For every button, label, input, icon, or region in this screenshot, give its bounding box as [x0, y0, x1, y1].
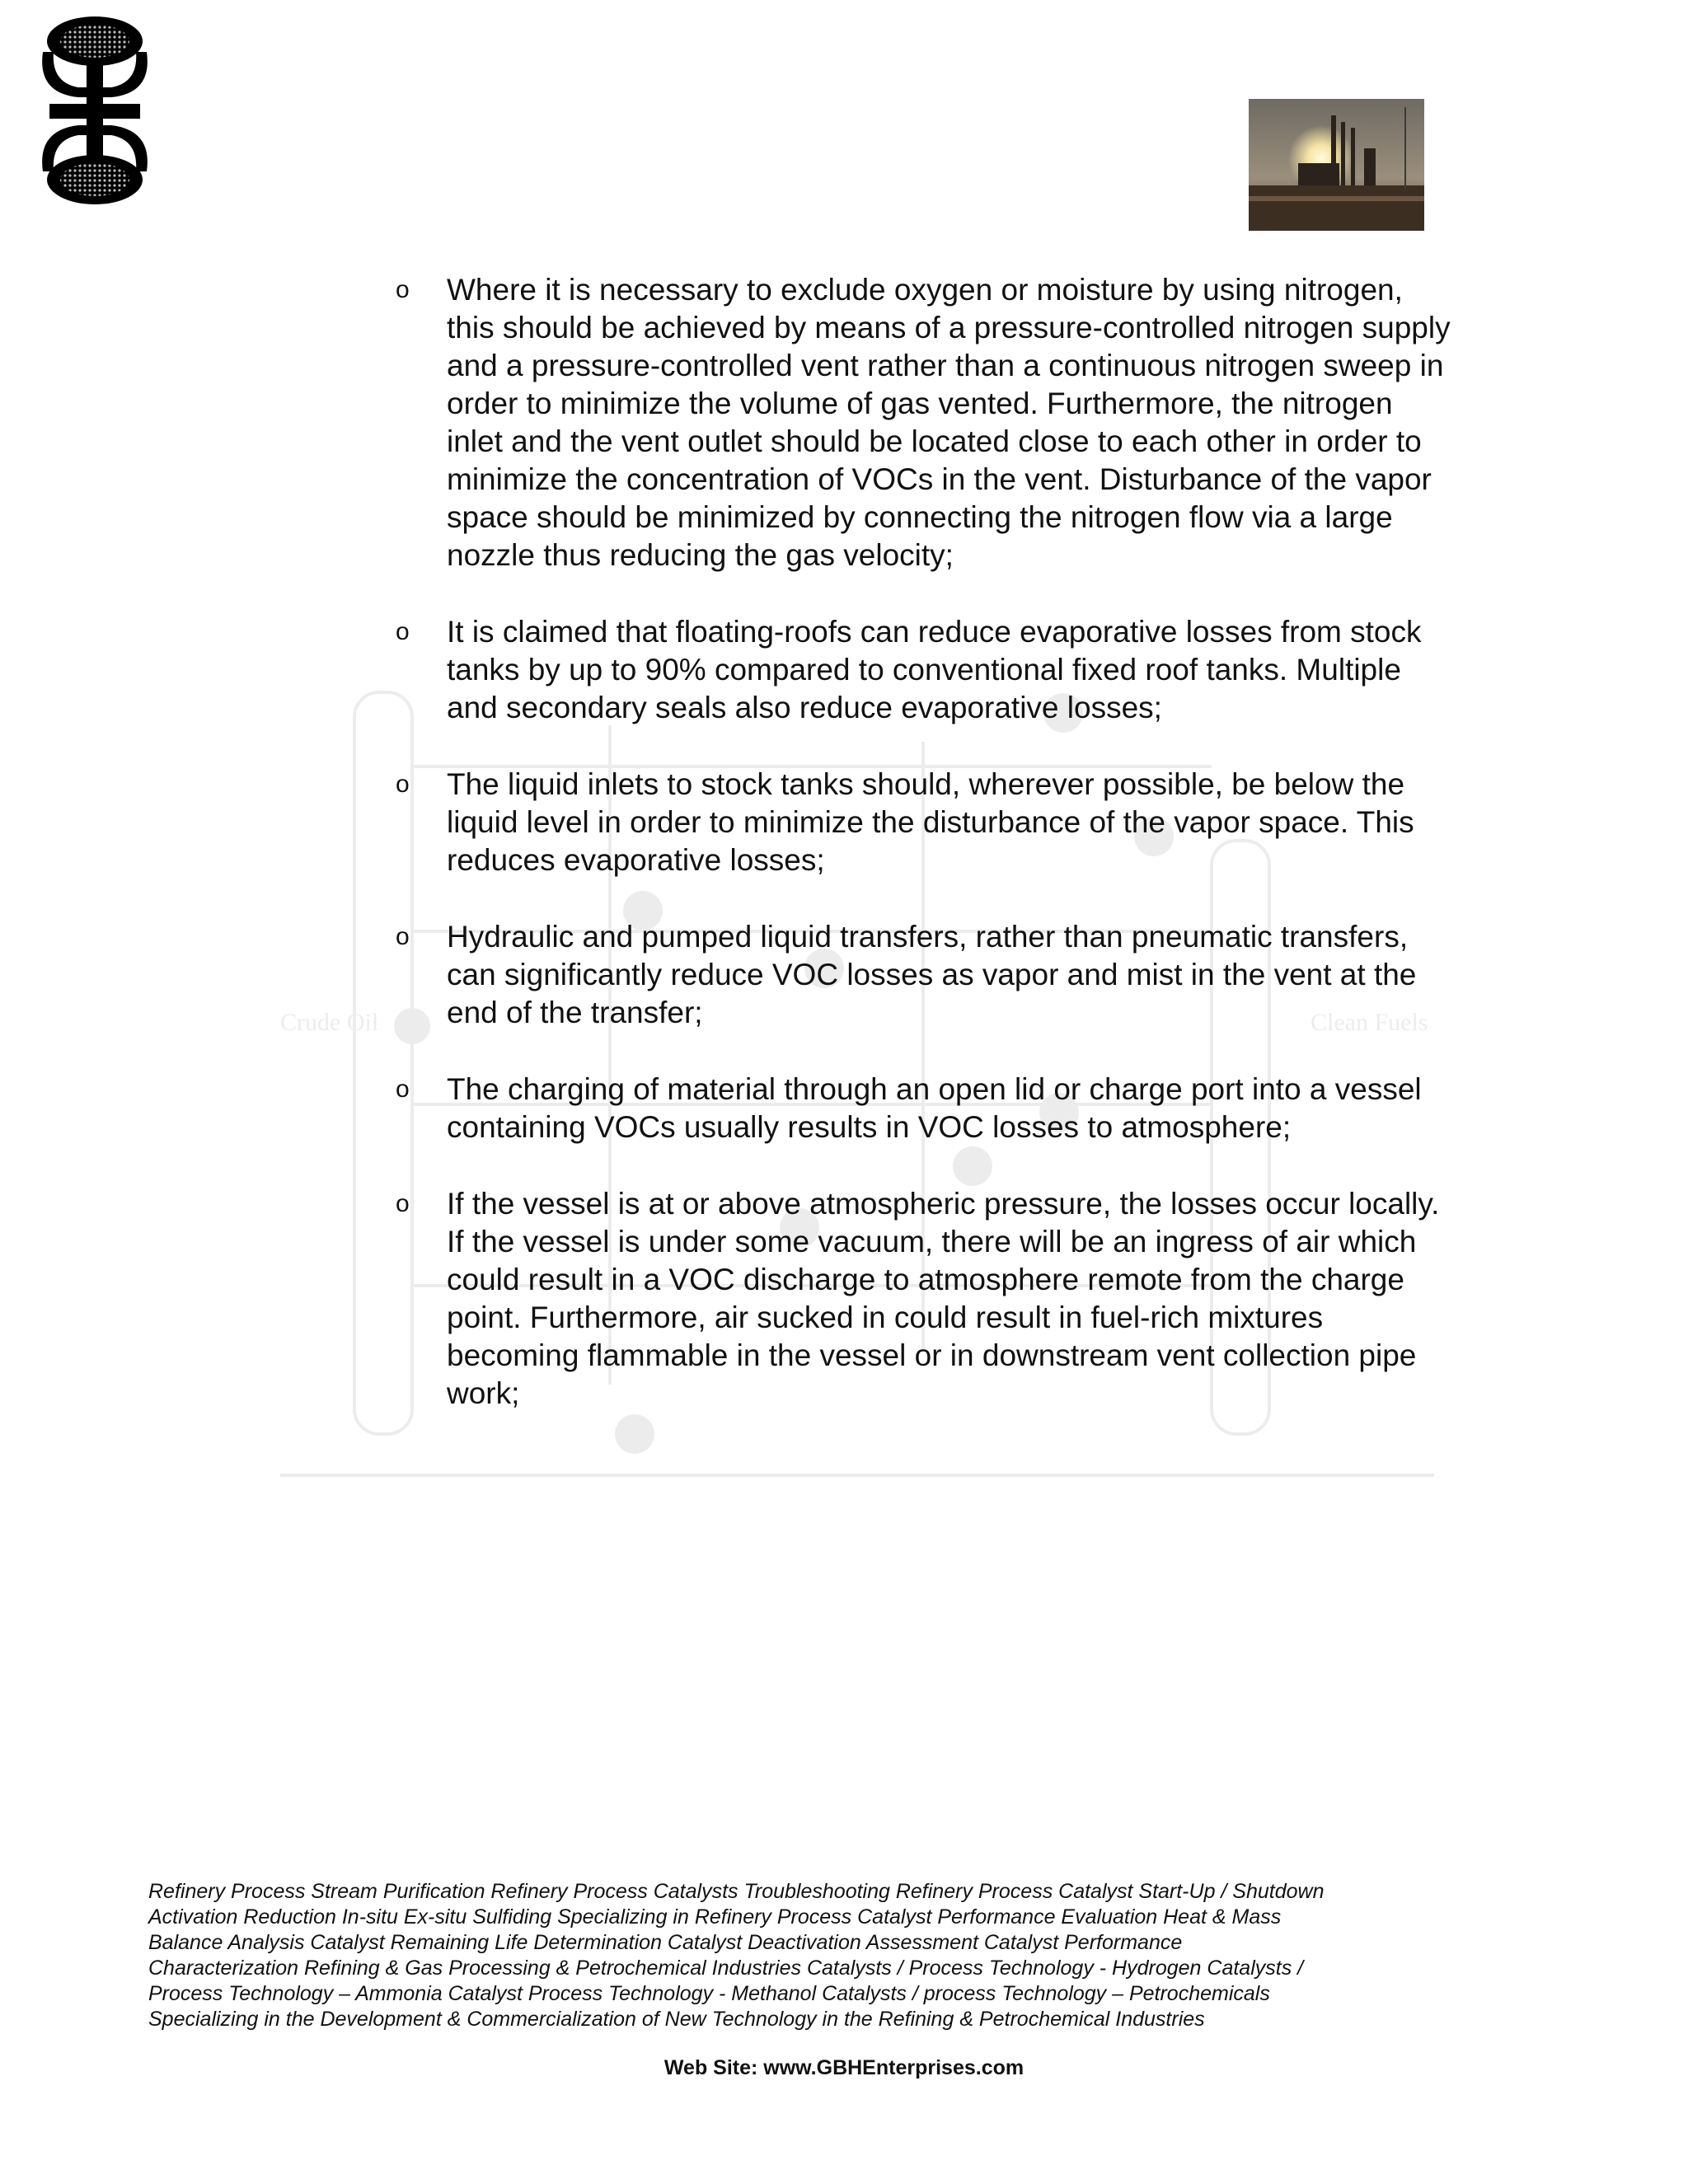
- bullet-marker: o: [396, 618, 410, 645]
- bullet-item: [396, 766, 1451, 879]
- watermark-crude-oil-label: Crude Oil: [280, 1009, 379, 1036]
- bullet-item: [396, 613, 1451, 727]
- bullet-text: It is claimed that floating-roofs can reduce evaporative losses from stock tanks by up to 90% compared to conventional fixed roof tanks. Multiple and secondary seals also reduce evaporative losses;: [447, 615, 1422, 724]
- bullet-item: [396, 1071, 1451, 1146]
- bullet-item: [396, 1185, 1451, 1413]
- bullet-text: The liquid inlets to stock tanks should, wherever possible, be below the liquid level in order to minimize the disturbance of the vapor space. This reduces evaporative losses;: [447, 767, 1414, 877]
- bullet-list: [396, 271, 1451, 1451]
- refinery-sunset-photo: [1249, 99, 1424, 231]
- bullet-text: If the vessel is at or above atmospheric pressure, the losses occur locally. If the vessel is under some vacuum, there will be an ingress of air which could result in a VOC discharge to atmosphere remote from the charge point. Furthermore, air sucked in could result in fuel-rich mixtures becoming flammable in the vessel or in downstream vent collection pipe work;: [447, 1187, 1440, 1410]
- bullet-item: [396, 918, 1451, 1032]
- gbh-emblem-icon: [33, 15, 157, 204]
- footer-website: Web Site: www.GBHEnterprises.com: [663, 2056, 1025, 2079]
- bullet-text: Where it is necessary to exclude oxygen or moisture by using nitrogen, this should be achieved by means of a pressure-controlled nitrogen supply and a pressure-controlled vent rather than a continuous nitrogen sweep in order to minimize the volume of gas vented. Furthermore, the nitrogen inlet and the vent outlet should be located close to each other in order to minimize the concentration of VOCs in the vent. Disturbance of the vapor space should be minimized by connecting the nitrogen flow via a large nozzle thus reducing the gas velocity;: [447, 273, 1451, 572]
- footer-services-text: Refinery Process Stream Purification Refinery Process Catalysts Troubleshooting Refinery Process Catalyst Start-Up / Shutdown Activation Reduction In-situ Ex-situ Sulfiding Specializing in Refinery Process Catalyst Performance Evaluation Heat & Mass Balance Analysis Catalyst Remaining Life Determination Catalyst Deactivation Assessment Catalyst Performance Characterization Refining & Gas Processing & Petrochemical Industries Catalysts / Process Technology - Hydrogen Catalysts / Process Technology – Ammonia Catalyst Process Technology - Methanol Catalysts / process Technology – Petrochemicals Specializing in the Development & Commercialization of New Technology in the Refining & Petrochemical Industries: [148, 1880, 1325, 2031]
- bullet-text: Hydraulic and pumped liquid transfers, rather than pneumatic transfers, can significantly reduce VOC losses as vapor and mist in the vent at the end of the transfer;: [447, 920, 1417, 1029]
- bullet-marker: o: [396, 1190, 410, 1217]
- bullet-marker: o: [396, 276, 410, 303]
- watermark-clean-fuels-label: Clean Fuels: [1311, 1009, 1428, 1036]
- bullet-marker: o: [396, 923, 410, 950]
- bullet-item: [396, 271, 1451, 574]
- bullet-text: The charging of material through an open lid or charge port into a vessel containing VOCs usually results in VOC losses to atmosphere;: [447, 1072, 1422, 1144]
- bullet-marker: o: [396, 1076, 410, 1103]
- bullet-marker: o: [396, 771, 410, 798]
